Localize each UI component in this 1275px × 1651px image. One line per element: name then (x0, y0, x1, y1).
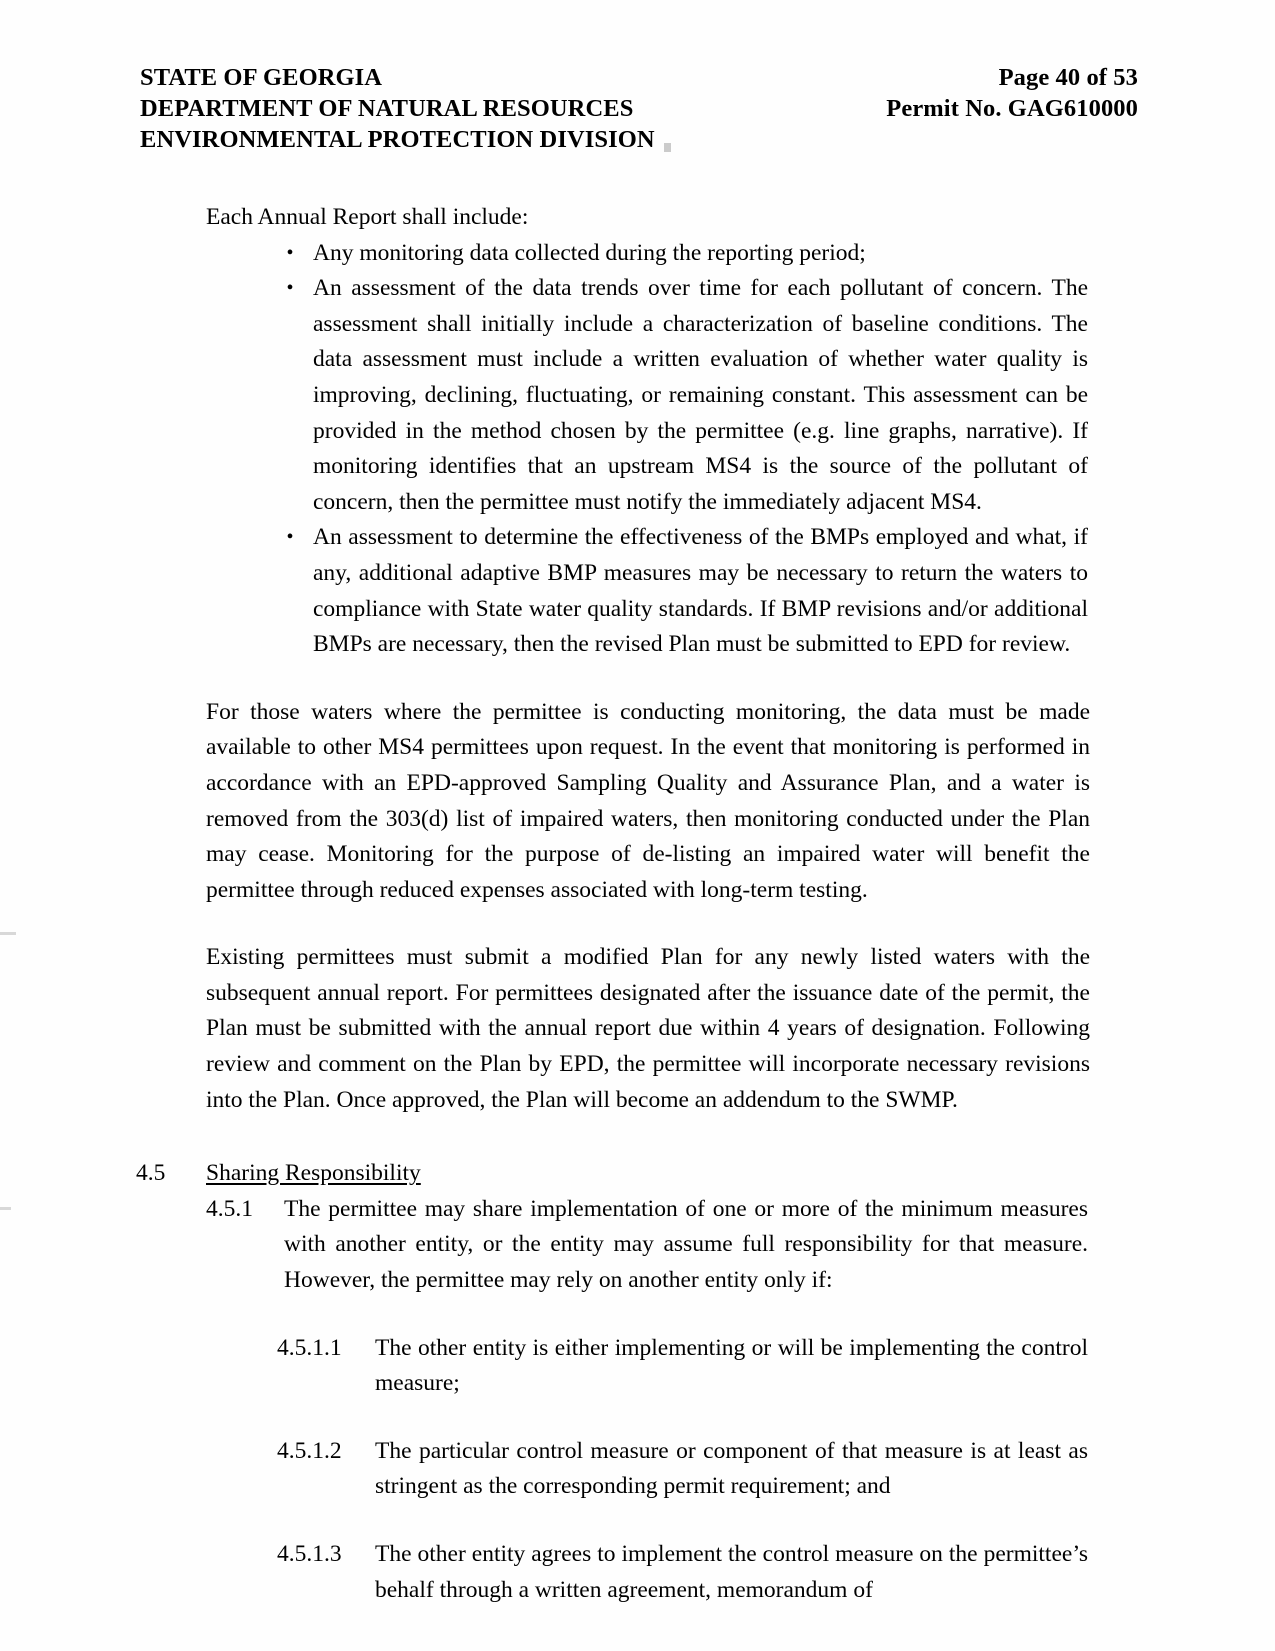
list-item (286, 236, 1088, 272)
clause-4-5-1-3 (277, 1537, 1088, 1608)
clause-text: The other entity is either implementing or will be implementing the control measure; (375, 1334, 1088, 1397)
annual-report-lead-in: Each Annual Report shall include: (206, 204, 529, 230)
header-agency-block (140, 62, 655, 155)
section-number: 4.5 (136, 1160, 166, 1187)
section-title: Sharing Responsibility (206, 1160, 421, 1187)
annual-report-bullet-list (0, 236, 1275, 663)
clause-number: 4.5.1 (206, 1195, 253, 1222)
page-body (0, 200, 1275, 1608)
header-department-line: DEPARTMENT OF NATURAL RESOURCES (140, 95, 634, 122)
bullet-icon: • (286, 277, 294, 300)
page-header (140, 62, 1143, 155)
clause-number: 4.5.1.2 (277, 1437, 342, 1464)
clause-4-5-1-1 (277, 1331, 1088, 1402)
bullet-icon: • (286, 526, 294, 549)
bullet-icon: • (286, 241, 294, 264)
paragraph-existing-permittees: Existing permittees must submit a modified Plan for any newly listed waters with the subsequent annual report. For permittees designated after the issuance date of the permit, the Plan must be submitted with the annual report due within 4 years of designation. Following review and comment on the Plan by EPD, the permittee will incorporate necessary revisions into the Plan. Once approved, the Plan will become an addendum to the SWMP. (206, 944, 1090, 1113)
clause-text: The particular control measure or component of that measure is at least as stringent as the corresponding permit requirement; and (375, 1437, 1088, 1500)
clause-4-5-1 (206, 1192, 1088, 1299)
list-item-text: An assessment to determine the effectiveness of the BMPs employed and what, if any, additional adaptive BMP measures may be necessary to return the waters to compliance with State water quality standards. If BMP revisions and/or additional BMPs are necessary, then the revised Plan must be submitted to EPD for review. (313, 524, 1088, 658)
clause-number: 4.5.1.3 (277, 1541, 342, 1567)
permit-number: Permit No. GAG610000 (886, 95, 1138, 122)
spacer (0, 663, 1275, 695)
section-heading-4-5 (136, 1156, 1090, 1192)
clause-text: The other entity agrees to implement the control measure on the permittee’s behalf through a written agreement, memorandum of (375, 1541, 1088, 1603)
header-state-line: STATE OF GEORGIA (140, 64, 383, 91)
spacer (0, 1402, 1275, 1434)
spacer (0, 1118, 1275, 1156)
clause-text: The permittee may share implementation of one or more of the minimum measures with another entity, or the entity may assume full responsibility for that measure. However, the permittee may rely on another entity only if: (284, 1195, 1088, 1294)
header-permit-block (886, 62, 1143, 124)
list-item-text: An assessment of the data trends over time for each pollutant of concern. The assessment shall initially include a characterization of baseline conditions. The data assessment must include a written evaluation of whether water quality is improving, declining, fluctuating, or remaining constant. This assessment can be provided in the method chosen by the permittee (e.g. line graphs, narrative). If monitoring identifies that an upstream MS4 is the source of the pollutant of concern, then the permittee must notify the immediately adjacent MS4. (313, 275, 1088, 515)
paragraph-monitoring-data-availability: For those waters where the permittee is conducting monitoring, the data must be made available to other MS4 permittees upon request. In the event that monitoring is performed in accordance with an EPD-approved Sampling Quality and Assurance Plan, and a water is removed from the 303(d) list of impaired waters, then monitoring conducted under the Plan may cease. Monitoring for the purpose of de-listing an impaired water will benefit the permittee through reduced expenses associated with long-term testing. (206, 698, 1090, 903)
spacer (0, 1299, 1275, 1331)
list-item-text: Any monitoring data collected during the reporting period; (313, 239, 866, 266)
clause-4-5-1-2 (277, 1434, 1088, 1505)
list-item (286, 271, 1088, 520)
spacer (0, 908, 1275, 940)
page-number: Page 40 of 53 (998, 64, 1138, 91)
list-item (286, 520, 1088, 662)
scan-artifact-speck (664, 143, 671, 152)
clause-number: 4.5.1.1 (277, 1334, 342, 1361)
header-division-line: ENVIRONMENTAL PROTECTION DIVISION (140, 126, 655, 153)
spacer (0, 1505, 1275, 1537)
